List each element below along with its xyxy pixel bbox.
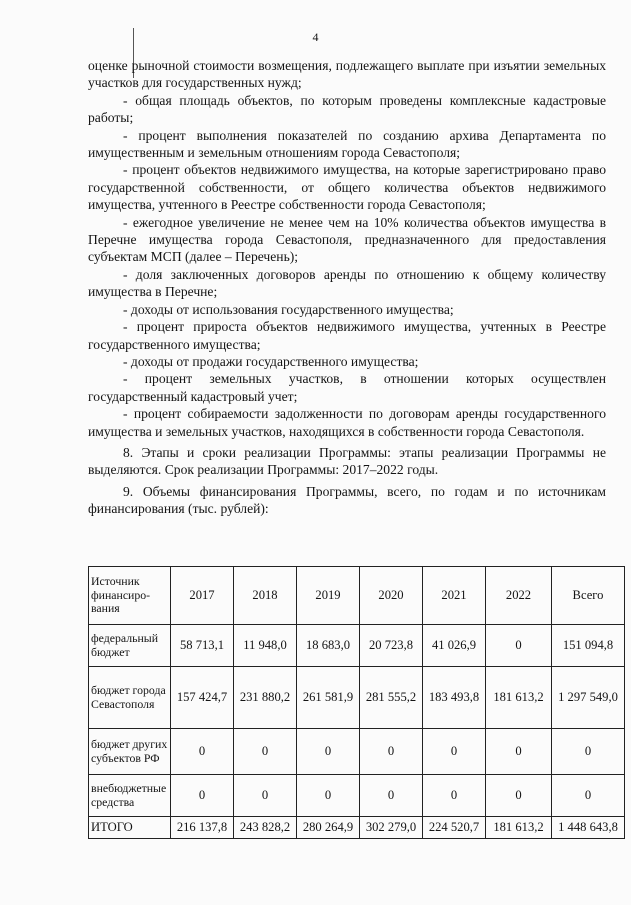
financing-table [88,566,625,839]
paragraph: - общая площадь объектов, по которым проведены комплексные кадастровые работы; [88,92,606,126]
table-row [89,817,625,839]
table-value-cell: 0 [234,775,297,817]
table-value-cell: 0 [486,729,552,775]
paragraph: - доля заключенных договоров аренды по отношению к общему количеству имущества в Перечне; [88,266,606,300]
table-value-cell: 280 264,9 [297,817,360,839]
table-value-cell: 18 683,0 [297,625,360,667]
table-value-cell: 224 520,7 [423,817,486,839]
table-value-cell: 0 [297,729,360,775]
table-value-cell: 0 [171,729,234,775]
table-value-cell: 1 297 549,0 [552,667,625,729]
table-value-cell: 20 723,8 [360,625,423,667]
table-value-cell: 151 094,8 [552,625,625,667]
table-value-cell: Всего [552,567,625,625]
paragraph: - процент земельных участков, в отношении которых осуществлен государственный кадастровый учет; [88,371,606,404]
table-source-cell: бюджет города Севастополя [89,667,171,729]
table-value-cell: 261 581,9 [297,667,360,729]
table-value-cell: 231 880,2 [234,667,297,729]
table-source-cell: ИТОГО [89,817,171,839]
table-source-cell: бюджет других субъектов РФ [89,729,171,775]
table-value-cell: 2017 [171,567,234,625]
table-source-cell: федеральный бюджет [89,625,171,667]
table-value-cell: 11 948,0 [234,625,297,667]
paragraph: - доходы от продажи государственного имущества; [123,353,419,369]
table-value-cell: 0 [423,775,486,817]
table-value-cell: 181 613,2 [486,817,552,839]
table-value-cell: 58 713,1 [171,625,234,667]
table-value-cell: 216 137,8 [171,817,234,839]
table-value-cell: 0 [486,625,552,667]
table-value-cell: 0 [552,729,625,775]
table-value-cell: 157 424,7 [171,667,234,729]
table-value-cell: 2019 [297,567,360,625]
paragraph: оценке рыночной стоимости возмещения, подлежащего выплате при изъятии земельных участков для государственных нужд; [88,58,606,91]
table-value-cell: 181 613,2 [486,667,552,729]
table-value-cell: 243 828,2 [234,817,297,839]
table-source-cell: Источник финансирования [89,567,171,625]
paragraph: - процент выполнения показателей по созданию архива Департамента по имущественным и земельным отношениям города Севастополя; [88,127,606,161]
page-number: 4 [312,30,319,44]
table-row [89,729,625,775]
table-value-cell: 2020 [360,567,423,625]
paragraph: 9. Объемы финансирования Программы, всего, по годам и по источникам финансирования (тыс. рублей): [88,483,606,517]
table-source-cell: внебюджетные средства [89,775,171,817]
table-value-cell: 1 448 643,8 [552,817,625,839]
document-body [88,57,606,518]
table-value-cell: 0 [360,729,423,775]
table-value-cell: 2021 [423,567,486,625]
table-value-cell: 0 [171,775,234,817]
table-row [89,625,625,667]
paragraph: 8. Этапы и сроки реализации Программы: этапы реализации Программы не выделяются. Срок реализации Программы: 2017–2022 годы. [88,444,606,478]
paragraph: - процент объектов недвижимого имущества, на которые зарегистрировано право государственной собственности, от общего количества объектов недвижимого имущества, учтенного в Реестре собственности города Севастополя; [88,162,606,213]
table-value-cell: 281 555,2 [360,667,423,729]
table-value-cell: 2022 [486,567,552,625]
table-value-cell: 183 493,8 [423,667,486,729]
table-value-cell: 0 [552,775,625,817]
table-value-cell: 0 [234,729,297,775]
paragraph: - ежегодное увеличение не менее чем на 10% количества объектов имущества в Перечне имущества города Севастополя, предназначенного для предоставления субъектам МСП (далее – Перечень); [88,214,606,265]
table-value-cell: 302 279,0 [360,817,423,839]
table-row [89,775,625,817]
table-value-cell: 0 [297,775,360,817]
table-value-cell: 0 [360,775,423,817]
paragraph: - доходы от использования государственного имущества; [123,301,454,317]
table-value-cell: 0 [423,729,486,775]
table-value-cell: 41 026,9 [423,625,486,667]
table-value-cell: 2018 [234,567,297,625]
table-value-cell: 0 [486,775,552,817]
table-row [89,667,625,729]
table-header-row [89,567,625,625]
paragraph: - процент прироста объектов недвижимого имущества, учтенных в Реестре государственного имущества; [88,319,606,352]
paragraph: - процент собираемости задолженности по договорам аренды государственного имущества и земельных участков, находящихся в собственности города Севастополя. [88,406,606,439]
